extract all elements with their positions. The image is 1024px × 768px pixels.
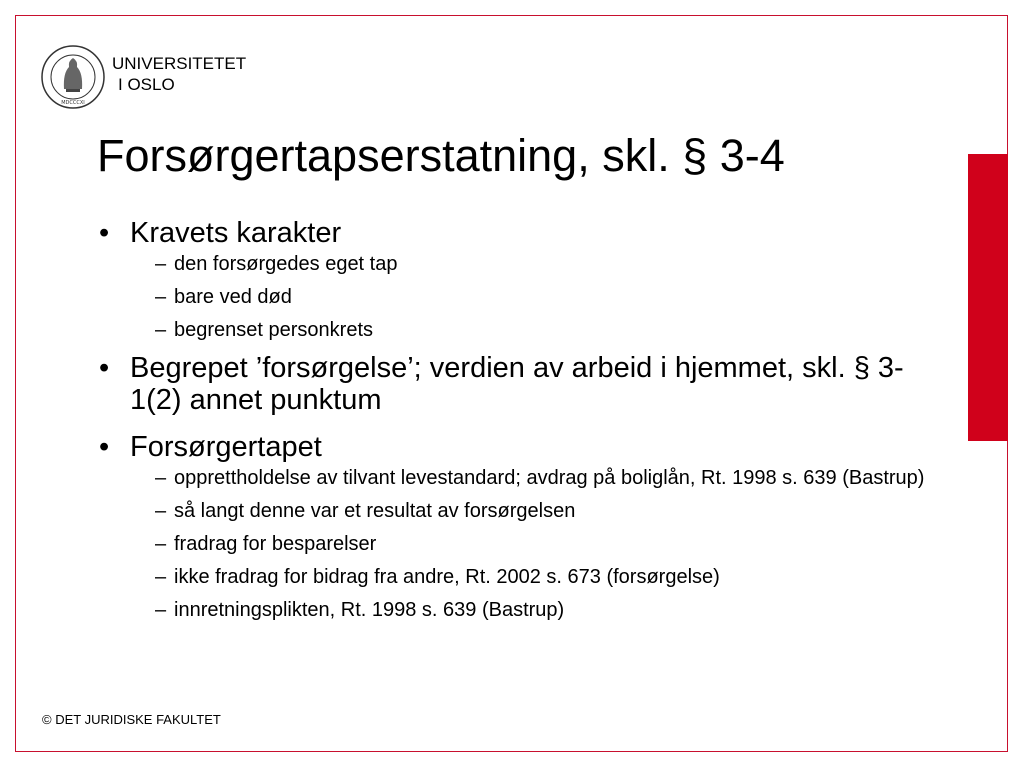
sub-bullet-item: – så langt denne var et resultat av forsørgelsen [99, 500, 949, 523]
svg-text:MDCCCXI: MDCCCXI [61, 100, 85, 106]
sub-bullet-item: – fradrag for besparelser [99, 533, 949, 556]
university-name [112, 53, 246, 95]
sub-bullet-item: – innretningsplikten, Rt. 1998 s. 639 (Bastrup) [99, 599, 949, 622]
slide-title: Forsørgertapserstatning, skl. § 3-4 [97, 130, 785, 181]
sub-bullet-item: – opprettholdelse av tilvant levestandard; avdrag på boliglån, Rt. 1998 s. 639 (Bastrup) [99, 467, 949, 490]
sub-bullet-item: – ikke fradrag for bidrag fra andre, Rt. 2002 s. 673 (forsørgelse) [99, 566, 949, 589]
sub-bullet-item: – bare ved død [99, 286, 949, 309]
university-name-line1: UNIVERSITETET [112, 54, 247, 73]
sub-bullet-list [99, 253, 949, 342]
sub-bullet-item: – begrenset personkrets [99, 319, 949, 342]
slide-content [99, 210, 949, 632]
bullet-item: • Kravets karakter [99, 217, 949, 249]
university-name-line2: I OSLO [118, 75, 175, 94]
red-accent-bar [968, 154, 1008, 441]
footer-copyright: © DET JURIDISKE FAKULTET [42, 712, 221, 727]
sub-bullet-list [99, 467, 949, 622]
bullet-item: • Begrepet ’forsørgelse’; verdien av arbeid i hjemmet, skl. § 3-1(2) annet punktum [99, 352, 949, 416]
sub-bullet-item: – den forsørgedes eget tap [99, 253, 949, 276]
bullet-item: • Forsørgertapet [99, 431, 949, 463]
university-seal-logo [40, 44, 106, 110]
